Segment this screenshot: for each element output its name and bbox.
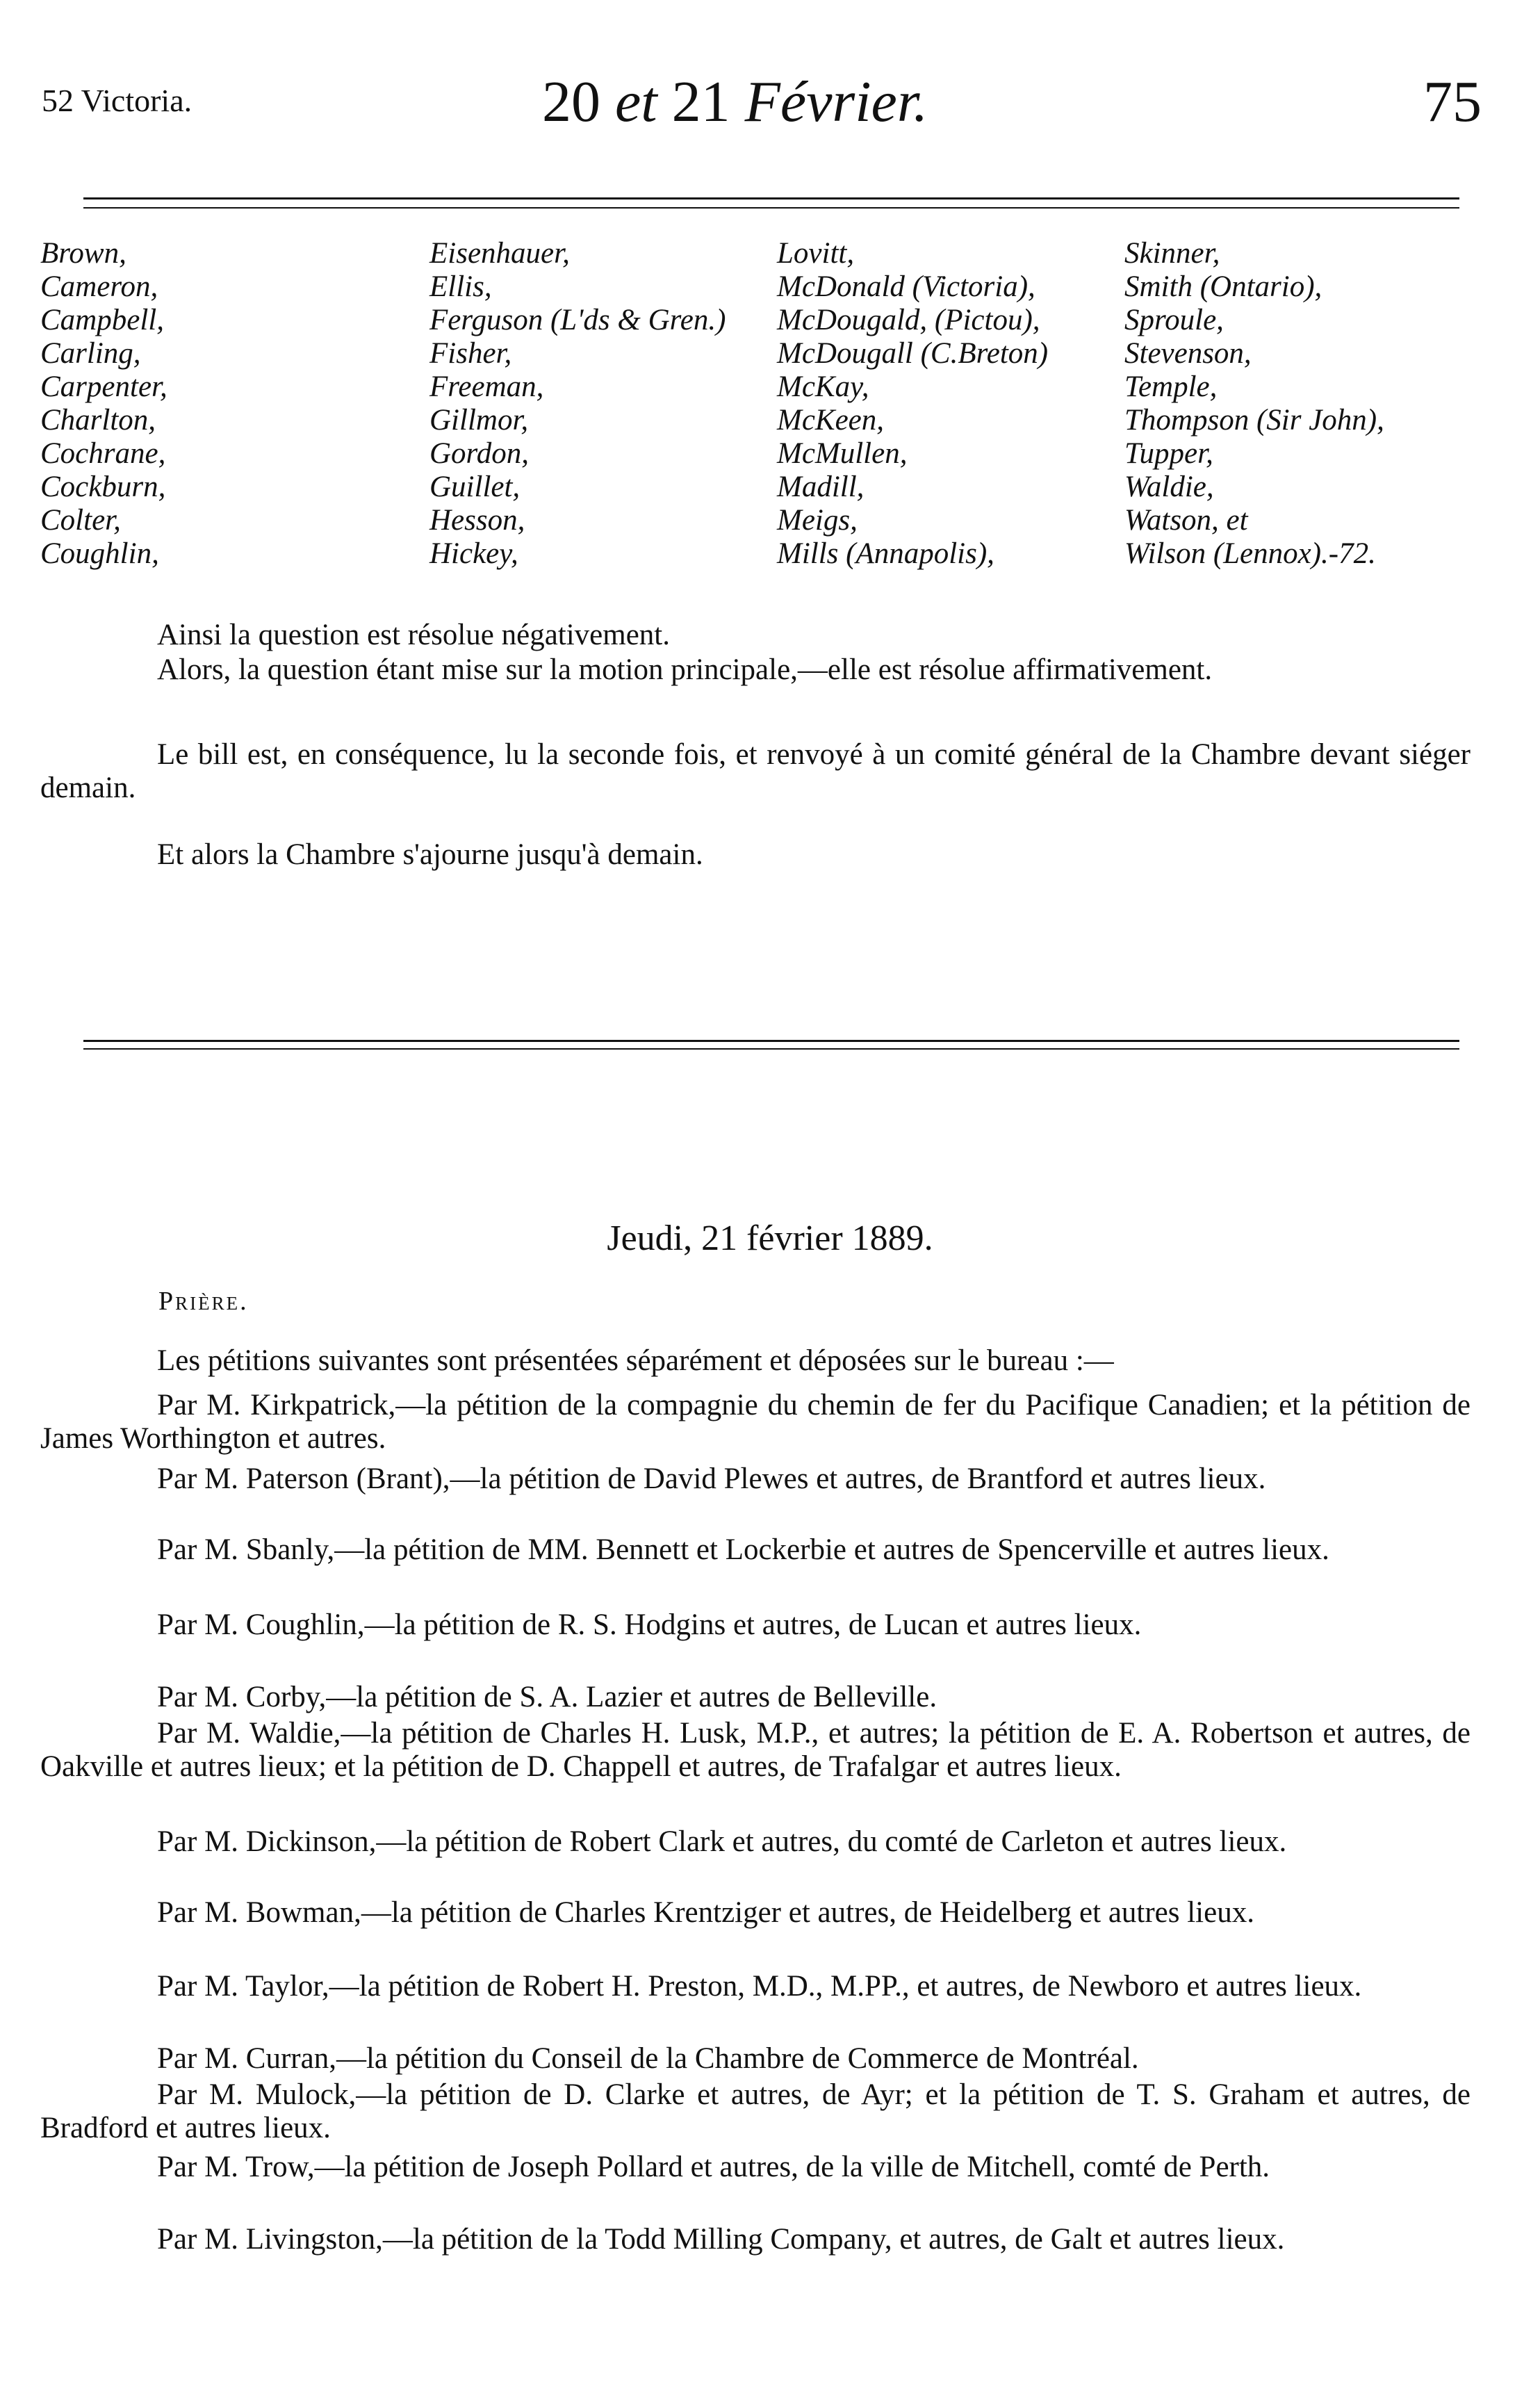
paragraph-text: Par M. Taylor,—la pétition de Robert H. Preston, M.D., M.PP., et autres, de Newboro et autres lieux.: [157, 1970, 1362, 2003]
petitions-intro: [40, 1344, 1471, 1378]
name-cell: Hesson,: [429, 504, 525, 537]
petition-paragraph: [40, 1896, 1471, 1930]
name-cell: Meigs,: [777, 504, 858, 537]
name-cell: McDougall (C.Breton): [777, 337, 1049, 370]
name-cell: Hickey,: [429, 537, 518, 570]
paragraph-text: Par M. Kirkpatrick,—la pétition de la compagnie du chemin de fer du Pacifique Canadien; et la pétition de James Worthington et autres.: [40, 1389, 1471, 1455]
name-cell: Temple,: [1124, 370, 1218, 403]
paragraph-text: Par M. Sbanly,—la pétition de MM. Bennett et Lockerbie et autres de Spencerville et autres lieux.: [157, 1533, 1329, 1566]
date-month: Février.: [744, 70, 928, 134]
division-names-table: [40, 236, 1514, 570]
name-cell: Fisher,: [429, 337, 512, 370]
name-cell: Carpenter,: [40, 370, 167, 403]
names-row: [40, 470, 1514, 503]
names-row: [40, 370, 1514, 403]
name-cell: Waldie,: [1124, 471, 1214, 503]
name-cell: Smith (Ontario),: [1124, 270, 1322, 303]
name-cell: Charlton,: [40, 404, 156, 437]
paragraph-text: Le bill est, en conséquence, lu la seconde fois, et renvoyé à un comité général de la Chambre devant siéger demain.: [40, 738, 1471, 804]
section-rule-bottom: [83, 1048, 1459, 1050]
running-head-session: 52 Victoria.: [42, 83, 192, 118]
paragraph-text: Par M. Livingston,—la pétition de la Todd Milling Company, et autres, de Galt et autres lieux.: [157, 2223, 1285, 2256]
paragraph-text: Par M. Waldie,—la pétition de Charles H. Lusk, M.P., et autres; la pétition de E. A. Robertson et autres, de Oakville et autres lieux; et la pétition de D. Chappell et autres, de Trafalgar et autres lieux.: [40, 1717, 1471, 1783]
name-cell: Coughlin,: [40, 537, 159, 570]
name-cell: Cockburn,: [40, 471, 166, 503]
paragraph-text: Par M. Bowman,—la pétition de Charles Krentziger et autres, de Heidelberg et autres lieux.: [157, 1896, 1254, 1929]
date-day-b: 21: [671, 70, 730, 134]
names-row: [40, 503, 1514, 537]
name-cell: Campbell,: [40, 304, 164, 336]
header-rule-bottom: [83, 207, 1459, 209]
name-cell: Colter,: [40, 504, 121, 537]
paragraph-text: Par M. Curran,—la pétition du Conseil de la Chambre de Commerce de Montréal.: [157, 2042, 1139, 2075]
paragraph-text: Ainsi la question est résolue négativement.: [157, 619, 670, 651]
petition-paragraph: [40, 1825, 1471, 1859]
adjournment-paragraph: [40, 838, 1471, 872]
name-cell: Guillet,: [429, 471, 521, 503]
names-row: [40, 403, 1514, 437]
name-cell: Cochrane,: [40, 437, 166, 470]
names-row: [40, 437, 1514, 470]
date-day-a: 20: [542, 70, 600, 134]
result-paragraph: [40, 619, 1471, 652]
result-paragraph: [40, 738, 1471, 805]
paragraph-text: Par M. Mulock,—la pétition de D. Clarke et autres, de Ayr; et la pétition de T. S. Graham et autres, de Bradford et autres lieux.: [40, 2078, 1471, 2144]
names-row: [40, 303, 1514, 336]
paragraph-text: Par M. Dickinson,—la pétition de Robert Clark et autres, du comté de Carleton et autres lieux.: [157, 1825, 1287, 1858]
paragraph-text: Et alors la Chambre s'ajourne jusqu'à demain.: [157, 838, 703, 871]
paragraph-text: Alors, la question étant mise sur la motion principale,—elle est résolue affirmativement.: [157, 653, 1213, 686]
name-cell: Watson, et: [1124, 504, 1248, 537]
name-cell: Carling,: [40, 337, 141, 370]
name-cell: McKeen,: [777, 404, 885, 437]
name-cell: Ferguson (L'ds & Gren.): [429, 304, 726, 336]
name-cell: Madill,: [777, 471, 865, 503]
names-row: [40, 236, 1514, 270]
name-cell: Mills (Annapolis),: [777, 537, 994, 570]
page-number: 75: [1423, 70, 1482, 134]
running-head-date: [542, 68, 928, 136]
paragraph-text: Par M. Trow,—la pétition de Joseph Pollard et autres, de la ville de Mitchell, comté de Perth.: [157, 2151, 1270, 2183]
petition-paragraph: [40, 1462, 1471, 1496]
paragraph-text: Par M. Coughlin,—la pétition de R. S. Hodgins et autres, de Lucan et autres lieux.: [157, 1608, 1142, 1641]
name-cell: Sproule,: [1124, 304, 1224, 336]
name-cell: Freeman,: [429, 370, 544, 403]
name-cell: Skinner,: [1124, 237, 1220, 270]
name-cell: Lovitt,: [777, 237, 855, 270]
petition-paragraph: [40, 2151, 1471, 2184]
name-cell: Tupper,: [1124, 437, 1213, 470]
name-cell: Brown,: [40, 237, 126, 270]
sitting-date: Jeudi, 21 février 1889.: [607, 1219, 933, 1258]
petition-paragraph: [40, 2223, 1471, 2256]
name-cell: Gordon,: [429, 437, 529, 470]
name-cell: Gillmor,: [429, 404, 529, 437]
result-paragraph: [40, 653, 1471, 687]
name-cell: Eisenhauer,: [429, 237, 570, 270]
paragraph-text: Par M. Corby,—la pétition de S. A. Lazier et autres de Belleville.: [157, 1681, 937, 1713]
name-cell: McDonald (Victoria),: [777, 270, 1035, 303]
petition-paragraph: [40, 1681, 1471, 1714]
name-cell: Stevenson,: [1124, 337, 1252, 370]
name-cell: Thompson (Sir John),: [1124, 404, 1384, 437]
name-cell: McDougald, (Pictou),: [777, 304, 1040, 336]
petition-paragraph: [40, 1533, 1471, 1567]
names-row: [40, 270, 1514, 303]
date-conjunction: et: [615, 70, 657, 134]
names-row: [40, 537, 1514, 570]
paragraph-text: Par M. Paterson (Brant),—la pétition de David Plewes et autres, de Brantford et autres lieux.: [157, 1462, 1266, 1495]
petition-paragraph: [40, 1608, 1471, 1642]
name-cell: McKay,: [777, 370, 869, 403]
names-row: [40, 336, 1514, 370]
name-cell: Ellis,: [429, 270, 492, 303]
prayer-heading: Prière.: [158, 1287, 249, 1316]
name-cell: Wilson (Lennox).-72.: [1124, 537, 1376, 570]
petition-paragraph: [40, 1389, 1471, 1456]
petition-paragraph: [40, 2042, 1471, 2076]
section-rule-top: [83, 1040, 1459, 1042]
petition-paragraph: [40, 1970, 1471, 2003]
name-cell: Cameron,: [40, 270, 158, 303]
name-cell: McMullen,: [777, 437, 908, 470]
petition-paragraph: [40, 2078, 1471, 2145]
petition-paragraph: [40, 1717, 1471, 1784]
header-rule-top: [83, 197, 1459, 199]
paragraph-text: Les pétitions suivantes sont présentées séparément et déposées sur le bureau :—: [157, 1344, 1114, 1377]
